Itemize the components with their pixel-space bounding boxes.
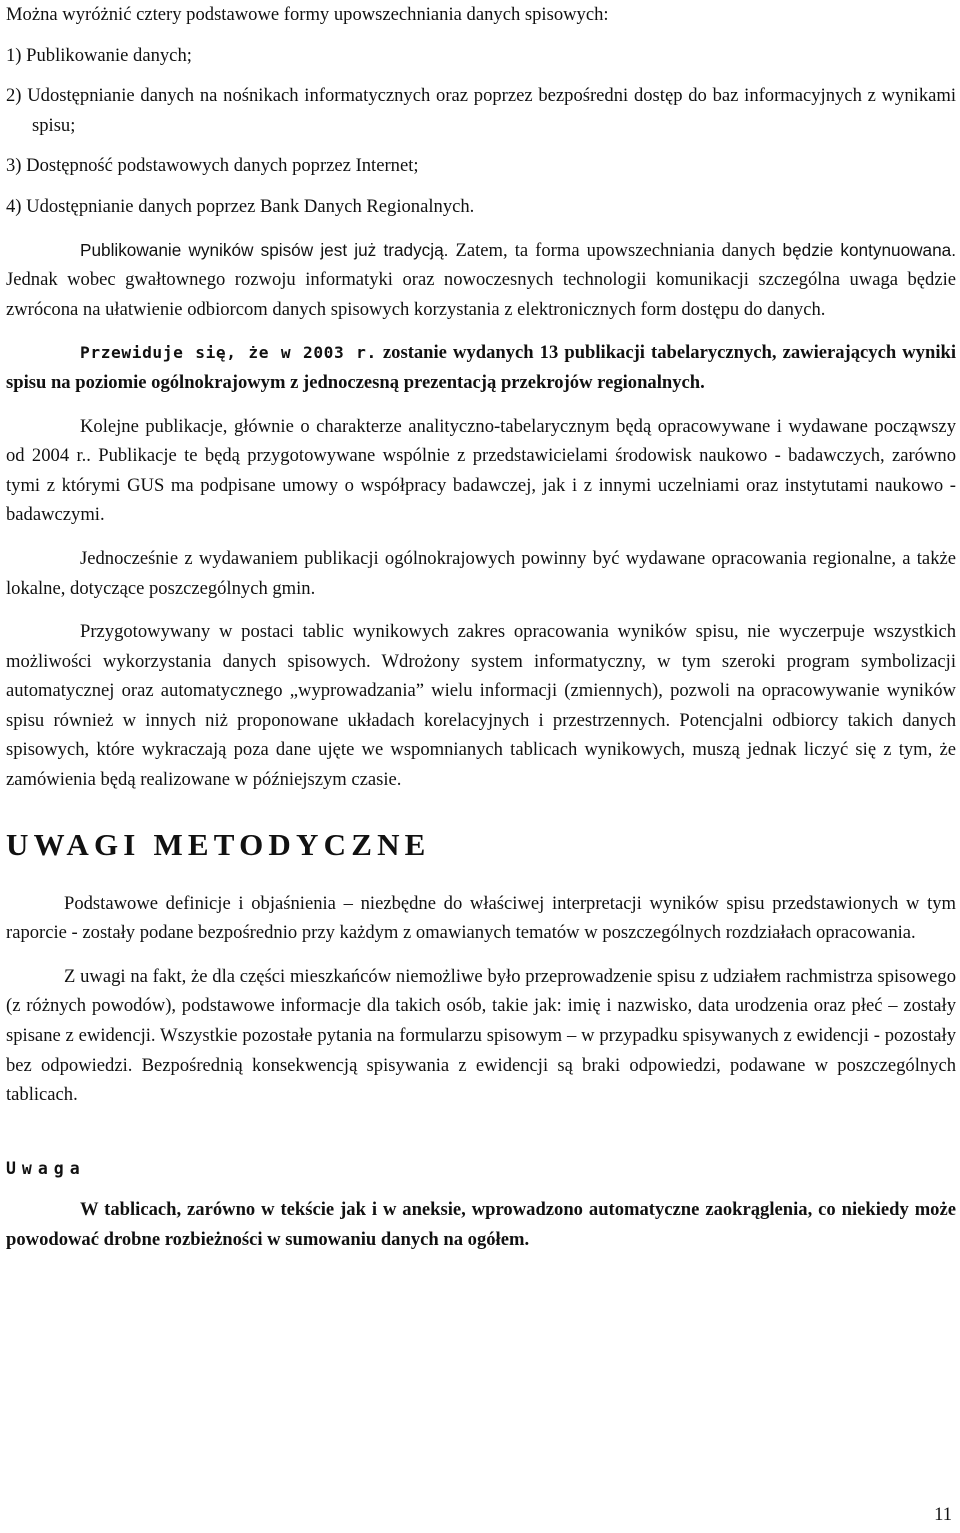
paragraph-publishing-lead: Publikowanie wyników spisów jest już tradycją. bbox=[80, 239, 449, 260]
paragraph-forecast-rest: zostanie wydanych 13 publikacji tabelarycznych, zawierających wyniki spisu na poziomie ogólnokrajowym z jednoczesną prezentacją przekrojów regionalnych. bbox=[6, 342, 956, 393]
paragraph-publishing-rest: Jednak wobec gwałtownego rozwoju informatyki oraz nowoczesnych technologii komunikacji szczególna uwaga będzie zwrócona na ułatwienie odbiorcom danych spisowych korzystania z elektronicznych form dostępu do danych. bbox=[6, 269, 956, 320]
page-number: 11 bbox=[934, 1504, 952, 1525]
list-item-2: 2) Udostępnianie danych na nośnikach informatycznych oraz poprzez bezpośredni dostęp do baz informacyjnych z wynikami spisu; bbox=[6, 85, 956, 136]
paragraph-next-publications: Kolejne publikacje, głównie o charakterze analityczno-tabelarycznym będą opracowywane i wydawane począwszy od 2004 r.. Publikacje te będą przygotowywane wspólnie z przedstawicielami środowisk naukowo - badawczych, zarówno tymi z którymi GUS ma podpisane umowy o współpracy badawczej, jak i z innymi uczelniami oraz instytutami naukowo - badawczymi. bbox=[6, 415, 956, 526]
list-item-4: 4) Udostępnianie danych poprzez Bank Danych Regionalnych. bbox=[6, 195, 475, 217]
document-page bbox=[6, 0, 956, 1255]
paragraph-publishing bbox=[6, 236, 956, 325]
intro-paragraph: Można wyróżnić cztery podstawowe formy upowszechniania danych spisowych: bbox=[6, 4, 609, 25]
paragraph-forecast bbox=[6, 338, 956, 397]
paragraph-publishing-lead2: będzie kontynuowana. bbox=[782, 239, 956, 260]
list-item-3: 3) Dostępność podstawowych danych poprzez Internet; bbox=[6, 155, 419, 177]
section-heading: UWAGI METODYCZNE bbox=[6, 826, 431, 862]
list-item-1: 1) Publikowanie danych; bbox=[6, 44, 192, 66]
paragraph-scope: Przygotowywany w postaci tablic wynikowych zakres opracowania wyników spisu, nie wyczerpuje wszystkich możliwości wykorzystania danych spisowych. Wdrożony system informatyczny, w tym szeroki program symbolizacji automatycznej oraz automatycznego „wyprowadzania” wielu informacji (zmiennych), pozwoli na opracowywanie wyników spisu również w innych niż proponowane układach korelacyjnych i przestrzennych. Potencjalni odbiorcy takich danych spisowych, które wykraczają poza dane ujęte we wspomnianych tablicach wynikowych, muszą jednak liczyć się z tym, że zamówienia będą realizowane w późniejszym czasie. bbox=[6, 621, 956, 791]
paragraph-forecast-lead: Przewiduje się, że w 2003 r. bbox=[80, 343, 377, 363]
paragraph-publishing-mid: Zatem, ta forma upowszechniania danych bbox=[448, 239, 783, 261]
paragraph-regional: Jednocześnie z wydawaniem publikacji ogólnokrajowych powinny być wydawane opracowania regionalne, a także lokalne, dotyczące poszczególnych gmin. bbox=[6, 547, 956, 599]
note-label: Uwaga bbox=[6, 1158, 86, 1178]
note-text: W tablicach, zarówno w tekście jak i w aneksie, wprowadzono automatyczne zaokrąglenia, co niekiedy może powodować drobne rozbieżności w sumowaniu danych na ogółem. bbox=[6, 1199, 956, 1250]
paragraph-definitions: Podstawowe definicje i objaśnienia – niezbędne do właściwej interpretacji wyników spisu przedstawionych w tym raporcie - zostały podane bezpośrednio przy każdym z omawianych tematów w poszczególnych rozdziałach opracowania. bbox=[6, 892, 956, 944]
paragraph-registry: Z uwagi na fakt, że dla części mieszkańców niemożliwe było przeprowadzenie spisu z udziałem rachmistrza spisowego (z różnych powodów), podstawowe informacje dla takich osób, takie jak: imię i nazwisko, data urodzenia oraz płeć – zostały spisane z ewidencji. Wszystkie pozostałe pytania na formularzu spisowym – w przypadku spisywanych z ewidencji - pozostały bez odpowiedzi. Bezpośrednią konsekwencją spisywania z ewidencji są braki odpowiedzi, podawane w poszczególnych tablicach. bbox=[6, 965, 956, 1106]
